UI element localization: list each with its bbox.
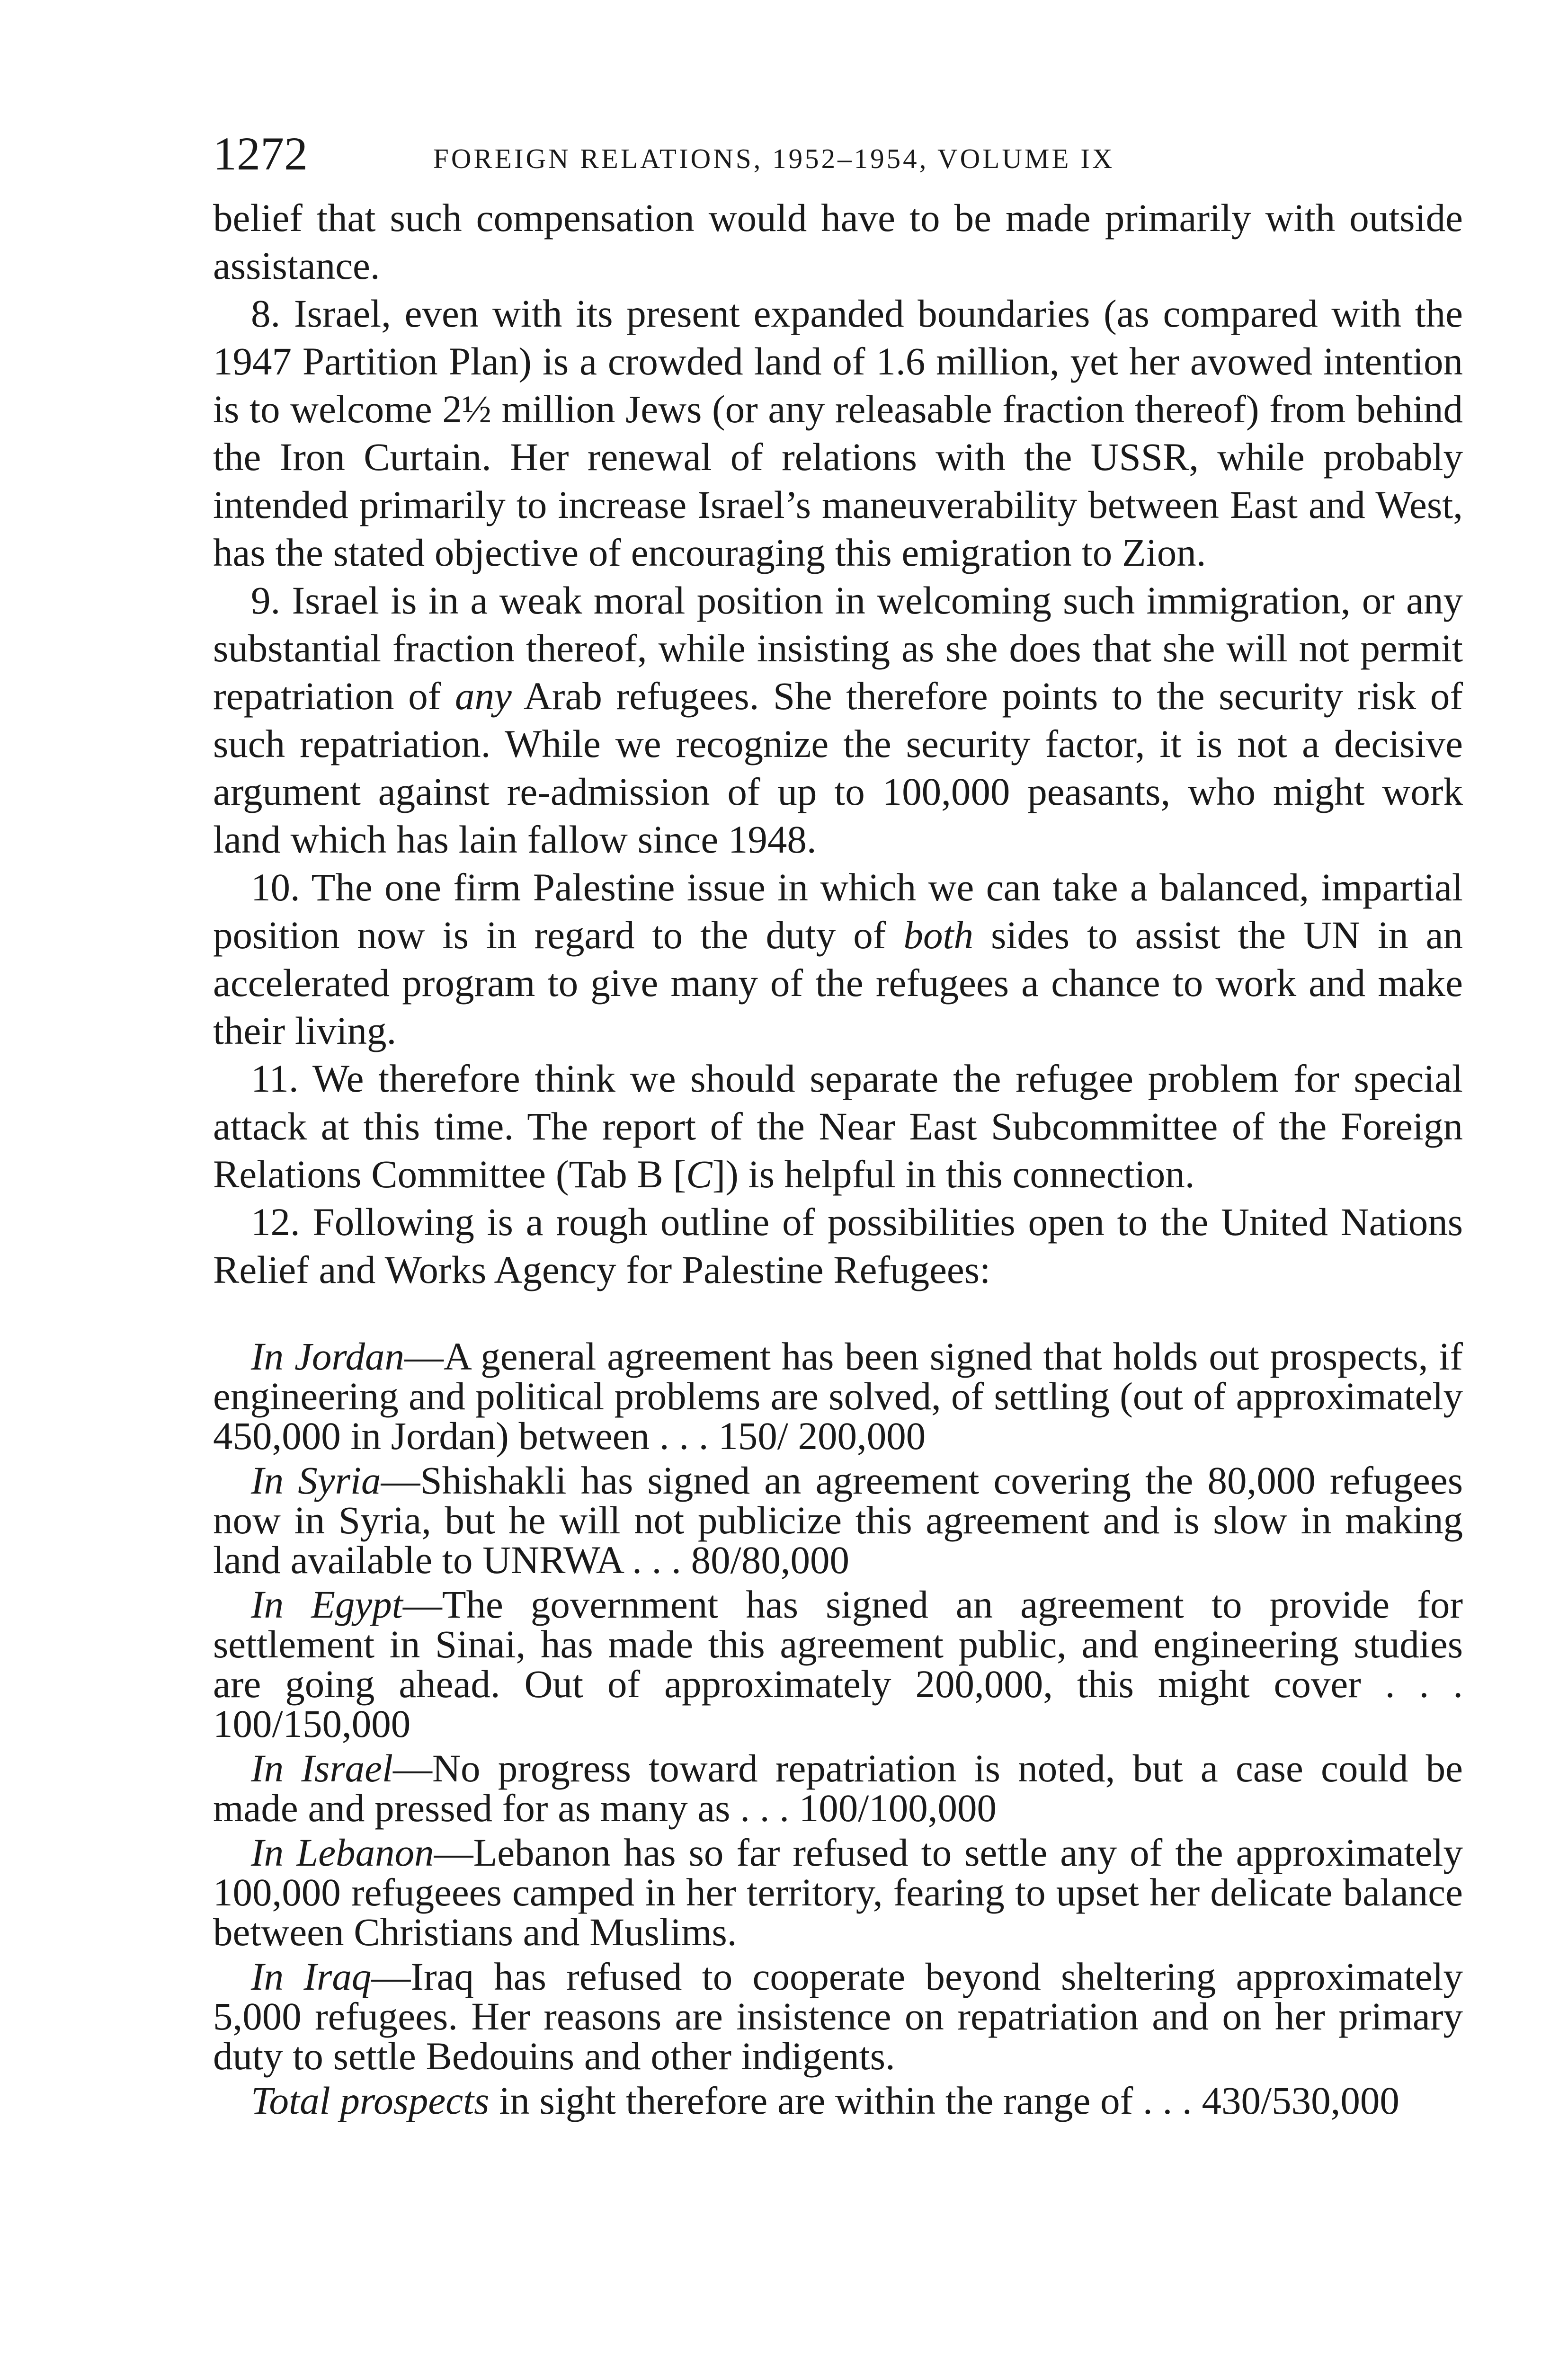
running-head: [213, 128, 1463, 194]
paragraph-11-text-b: ]) is helpful in this connection.: [712, 1152, 1195, 1196]
outline-item-israel: [213, 1748, 1463, 1828]
outline-label-israel: In Israel: [251, 1746, 393, 1790]
paragraph-10-text-b: sides to assist the UN in an accelerated program to give many of the refugees a chance to work and make their living.: [213, 913, 1463, 1052]
refugee-outline: [213, 1336, 1463, 2120]
paragraph-10-emphasis: both: [903, 913, 974, 957]
paragraph-9: [213, 577, 1463, 863]
paragraph-9-text-b: Arab refugees. She therefore points to the security risk of such repatriation. While we recognize the security factor, it is not a decisive argument against re-admission of up to 100,000 peasants, who might work land which has lain fallow since 1948.: [213, 674, 1463, 861]
outline-label-iraq: In Iraq: [251, 1955, 372, 1998]
outline-text-iraq: —Iraq has refused to cooperate beyond sheltering approximately 5,000 refugees. Her reasons are insistence on repatriation and on her primary duty to settle Bedouins and other indigents.: [213, 1955, 1463, 2078]
document-page: [213, 128, 1463, 2125]
paragraph-11: [213, 1055, 1463, 1198]
outline-item-syria: [213, 1460, 1463, 1580]
outline-item-total: [213, 2081, 1463, 2120]
paragraph-9-emphasis: any: [455, 674, 512, 718]
running-title: FOREIGN RELATIONS, 1952–1954, VOLUME IX: [433, 143, 1115, 174]
outline-label-lebanon: In Lebanon: [251, 1831, 434, 1874]
outline-label-jordan: In Jordan: [251, 1335, 405, 1378]
paragraph-10: [213, 863, 1463, 1055]
paragraph-continued: belief that such compensation would have to be made primarily with outside assistance.: [213, 196, 1463, 287]
body-text: [213, 194, 1463, 1294]
paragraph-11-text-a: 11. We therefore think we should separate the refugee problem for special attack at this time. The report of the Near East Subcommittee of the Foreign Relations Committee (Tab B [: [213, 1057, 1463, 1196]
outline-item-lebanon: [213, 1833, 1463, 1952]
outline-label-syria: In Syria: [251, 1459, 381, 1502]
outline-text-egypt: —The government has signed an agreement to provide for settlement in Sinai, has made this agreement public, and engineering studies are going ahead. Out of approximately 200,000, this might cover . . . 100/150,000: [213, 1583, 1463, 1745]
outline-label-egypt: In Egypt: [251, 1583, 403, 1626]
page-number: 1272: [213, 127, 308, 180]
outline-text-jordan: —A general agreement has been signed that holds out prospects, if engineering and political problems are solved, of settling (out of approximately 450,000 in Jordan) between . . . 150/ 200,000: [213, 1335, 1463, 1458]
outline-label-total: Total prospects: [251, 2079, 490, 2122]
outline-item-iraq: [213, 1957, 1463, 2076]
outline-text-total: in sight therefore are within the range of . . . 430/530,000: [489, 2079, 1399, 2122]
paragraph-12: 12. Following is a rough outline of possibilities open to the United Nations Relief and Works Agency for Palestine Refugees:: [213, 1200, 1463, 1291]
paragraph-9-text-a: 9. Israel is in a weak moral position in welcoming such immigration, or any substantial fraction thereof, while insisting as she does that she will not permit repatriation of: [213, 578, 1463, 718]
paragraph-10-text-a: 10. The one firm Palestine issue in which we can take a balanced, impartial position now is in regard to the duty of: [213, 865, 1463, 957]
outline-text-lebanon: —Lebanon has so far refused to settle any of the approximately 100,000 refugeees camped in her territory, fearing to upset her delicate balance between Christians and Muslims.: [213, 1831, 1463, 1954]
outline-item-egypt: [213, 1584, 1463, 1744]
outline-item-jordan: [213, 1336, 1463, 1456]
outline-text-syria: —Shishakli has signed an agreement covering the 80,000 refugees now in Syria, but he will not publicize this agreement and is slow in making land available to UNRWA . . . 80/80,000: [213, 1459, 1463, 1582]
outline-text-israel: —No progress toward repatriation is noted, but a case could be made and pressed for as many as . . . 100/100,000: [213, 1746, 1463, 1830]
paragraph-8: 8. Israel, even with its present expanded boundaries (as compared with the 1947 Partition Plan) is a crowded land of 1.6 million, yet her avowed intention is to welcome 2½ million Jews (or any releasable fraction thereof) from behind the Iron Curtain. Her renewal of relations with the USSR, while probably intended primarily to increase Israel’s maneuverability between East and West, has the stated objective of encouraging this emigration to Zion.: [213, 292, 1463, 574]
paragraph-11-emphasis: C: [686, 1152, 713, 1196]
